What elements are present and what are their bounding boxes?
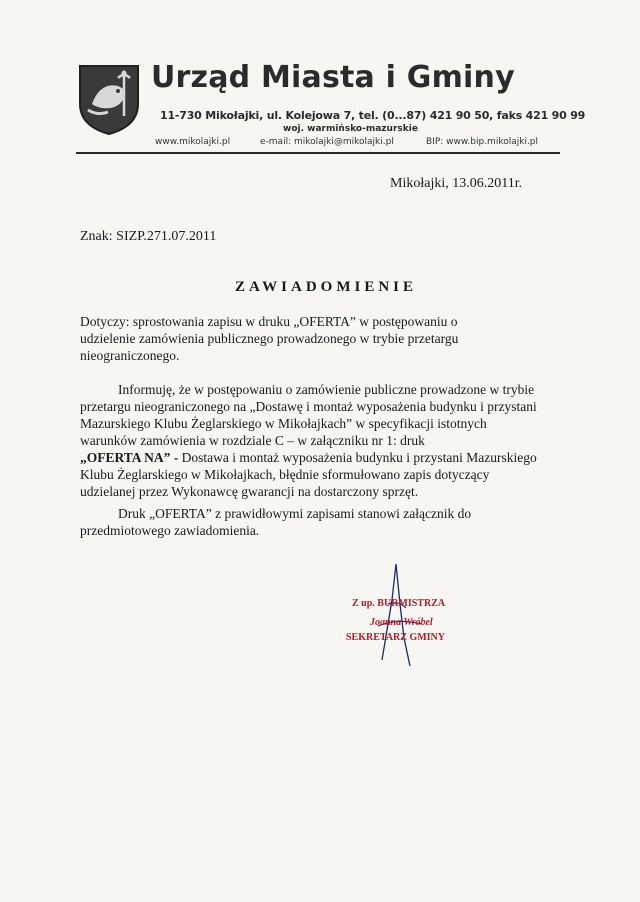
reference-number: Znak: SIZP.271.07.2011 (80, 229, 217, 244)
stamp-authority: Z up. BURMISTRZA (352, 598, 446, 609)
stamp-position: SEKRETARZ GMINY (346, 632, 445, 643)
body-line: udzielanej przez Wykonawcę gwarancji na dostarczony sprzęt. (80, 484, 419, 499)
subject-line: nieograniczonego. (80, 348, 180, 363)
body-line: Mazurskiego Klubu Żeglarskiego w Mikołajkach” w specyfikacji istotnych (80, 416, 487, 431)
subject-line: udzielenie zamówienia publicznego prowadzonego w trybie przetargu (80, 331, 459, 346)
closing-line: Druk „OFERTA” z prawidłowymi zapisami stanowi załącznik do (118, 506, 472, 521)
subject-line: Dotyczy: sprostowania zapisu w druku „OFERTA” w postępowaniu o (80, 314, 458, 329)
body-line: warunków zamówienia w rozdziale C – w załączniku nr 1: druk (80, 433, 425, 448)
bip-link[interactable]: BIP: www.bip.mikolajki.pl (426, 137, 539, 147)
letterhead-divider (76, 152, 560, 154)
stamp-signatory: Joanna Wróbel (370, 617, 433, 628)
office-address: 11-730 Mikołajki, ul. Kolejowa 7, tel. (0...87) 421 90 50, faks 421 90 99 (160, 109, 586, 122)
document-heading: ZAWIADOMIENIE (234, 279, 418, 295)
body-line: Informuję, że w postępowaniu o zamówienie publiczne prowadzone w trybie (118, 382, 535, 397)
coat-of-arms-icon (78, 64, 140, 136)
office-region: woj. warmińsko-mazurskie (283, 124, 418, 134)
office-name: Urząd Miasta i Gminy (151, 60, 515, 95)
body-line (80, 449, 537, 466)
website-link[interactable]: www.mikolajki.pl (155, 137, 231, 147)
closing-line: przedmiotowego zawiadomienia. (80, 523, 260, 538)
offer-form-name: „OFERTA NA” - (80, 450, 179, 465)
body-line: Klubu Żeglarskiego w Mikołajkach, błędnie sformułowano zapis dotyczący (80, 467, 490, 482)
place-date: Mikołajki, 13.06.2011r. (390, 176, 523, 191)
body-line: przetargu nieograniczonego na „Dostawę i montaż wyposażenia budynku i przystani (80, 399, 537, 414)
email-link[interactable]: e-mail: mikolajki@mikolajki.pl (260, 137, 394, 147)
body-line-rest: Dostawa i montaż wyposażenia budynku i przystani Mazurskiego (178, 450, 537, 465)
